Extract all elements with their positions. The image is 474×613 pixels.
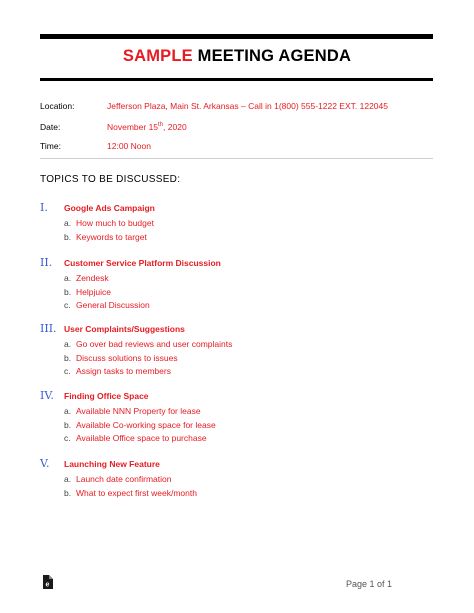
- topics-heading: TOPICS TO BE DISCUSSED:: [40, 174, 181, 185]
- item-marker: a.: [64, 339, 72, 349]
- agenda-item: [64, 433, 207, 443]
- agenda-item: [64, 273, 109, 283]
- section-numeral: I.: [40, 201, 48, 214]
- item-text: General Discussion: [76, 300, 150, 310]
- item-marker: a.: [64, 474, 72, 484]
- item-text: Helpjuice: [76, 286, 111, 297]
- section-numeral: IV.: [40, 389, 54, 402]
- agenda-item: [64, 232, 147, 242]
- title-rule: [40, 78, 433, 81]
- item-marker: b.: [64, 286, 72, 297]
- date-tail: , 2020: [163, 122, 187, 132]
- svg-text:e: e: [45, 581, 50, 589]
- section-numeral: II.: [40, 256, 53, 269]
- info-divider: [40, 158, 433, 159]
- agenda-item: [64, 218, 154, 228]
- item-text: Assign tasks to members: [76, 366, 171, 376]
- page-title: [0, 47, 474, 66]
- section-numeral: III.: [40, 322, 57, 335]
- agenda-item: [64, 339, 232, 349]
- section-title: Customer Service Platform Discussion: [64, 258, 221, 268]
- agenda-item: [64, 420, 216, 430]
- location-value: Jefferson Plaza, Main St. Arkansas – Call in 1(800) 555-1222 EXT. 122045: [107, 101, 388, 111]
- item-marker: b.: [64, 487, 72, 498]
- section-title: Finding Office Space: [64, 391, 149, 401]
- date-ordinal: th: [158, 122, 164, 129]
- agenda-item: [64, 406, 201, 416]
- item-text: How much to budget: [76, 218, 154, 228]
- item-marker: b.: [64, 352, 72, 363]
- item-text: Keywords to target: [76, 231, 147, 242]
- item-marker: a.: [64, 406, 72, 416]
- title-rest: MEETING AGENDA: [192, 47, 352, 65]
- item-marker: c.: [64, 366, 71, 376]
- document-logo-icon: [42, 575, 53, 589]
- title-accent: SAMPLE: [122, 47, 193, 65]
- agenda-item: [64, 366, 171, 376]
- item-marker: a.: [64, 273, 72, 283]
- agenda-item: [64, 300, 150, 310]
- item-marker: c.: [64, 433, 71, 443]
- agenda-item: [64, 287, 111, 297]
- agenda-item: [64, 488, 197, 498]
- agenda-item: [64, 353, 178, 363]
- section-title: Google Ads Campaign: [64, 203, 155, 213]
- item-text: Zendesk: [76, 273, 109, 283]
- item-marker: c.: [64, 300, 71, 310]
- section-title: Launching New Feature: [64, 459, 160, 469]
- item-text: Available Co-working space for lease: [76, 419, 216, 430]
- section-title: User Complaints/Suggestions: [64, 324, 185, 334]
- item-text: Go over bad reviews and user complaints: [76, 339, 233, 349]
- time-label: Time:: [40, 141, 61, 151]
- date-label: Date:: [40, 122, 61, 132]
- item-text: Launch date confirmation: [76, 474, 172, 484]
- item-marker: b.: [64, 231, 72, 242]
- item-text: Available Office space to purchase: [76, 433, 207, 443]
- item-text: Available NNN Property for lease: [76, 406, 201, 416]
- agenda-item: [64, 474, 171, 484]
- item-text: What to expect first week/month: [76, 487, 197, 498]
- item-marker: b.: [64, 419, 72, 430]
- item-marker: a.: [64, 218, 72, 228]
- top-rule: [40, 34, 433, 39]
- section-numeral: V.: [40, 457, 50, 470]
- location-label: Location:: [40, 101, 75, 111]
- page-number: Page 1 of 1: [345, 579, 392, 589]
- date-value: [107, 122, 187, 132]
- date-main: November 15: [107, 122, 159, 132]
- item-text: Discuss solutions to issues: [76, 352, 178, 363]
- time-value: 12:00 Noon: [107, 141, 151, 151]
